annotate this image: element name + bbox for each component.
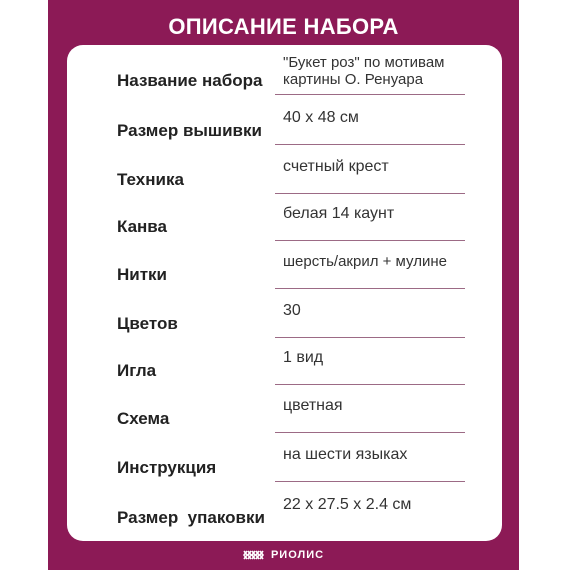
row-canvas xyxy=(67,197,502,245)
row-technique xyxy=(67,150,502,198)
description-card xyxy=(67,45,502,541)
row-label: Канва xyxy=(117,217,167,236)
row-label: Размер упаковки xyxy=(117,508,265,527)
row-kit-name xyxy=(67,51,502,99)
row-value: 22 x 27.5 x 2.4 см xyxy=(283,496,412,513)
row-divider xyxy=(275,193,465,194)
row-divider xyxy=(275,337,465,338)
row-scheme xyxy=(67,389,502,437)
row-value: счетный крест xyxy=(283,158,389,175)
row-label: Цветов xyxy=(117,314,178,333)
row-label: Схема xyxy=(117,409,170,428)
row-divider xyxy=(275,481,465,482)
row-divider xyxy=(275,432,465,433)
row-value: на шести языках xyxy=(283,446,408,463)
row-divider xyxy=(275,384,465,385)
row-value: цветная xyxy=(283,397,343,414)
row-label: Нитки xyxy=(117,265,168,284)
row-label: Размер вышивки xyxy=(117,121,262,140)
row-value: "Букет роз" по мотивам картины О. Ренуара xyxy=(283,54,445,88)
row-label: Техника xyxy=(117,170,184,189)
row-instruction xyxy=(67,438,502,486)
row-needle xyxy=(67,341,502,389)
row-threads xyxy=(67,245,502,293)
row-divider xyxy=(275,144,465,145)
row-label: Инструкция xyxy=(117,458,217,477)
page-title: ОПИСАНИЕ НАБОРА xyxy=(168,14,399,39)
row-divider xyxy=(275,288,465,289)
row-value: 1 вид xyxy=(283,349,324,366)
brand-name: РИОЛИС xyxy=(270,549,325,561)
row-divider xyxy=(275,94,465,95)
row-colors xyxy=(67,294,502,342)
row-value: 40 x 48 см xyxy=(283,109,359,126)
brand-footer xyxy=(48,546,519,564)
row-value: 30 xyxy=(283,302,301,319)
row-value: белая 14 каунт xyxy=(283,205,395,222)
row-label: Название набора xyxy=(117,71,263,90)
row-package-size xyxy=(67,488,502,536)
row-label: Игла xyxy=(117,361,157,380)
row-divider xyxy=(275,240,465,241)
riolis-logo-icon xyxy=(243,550,265,560)
row-value: шерсть/акрил + мулине xyxy=(283,253,447,270)
row-embroidery-size xyxy=(67,101,502,149)
